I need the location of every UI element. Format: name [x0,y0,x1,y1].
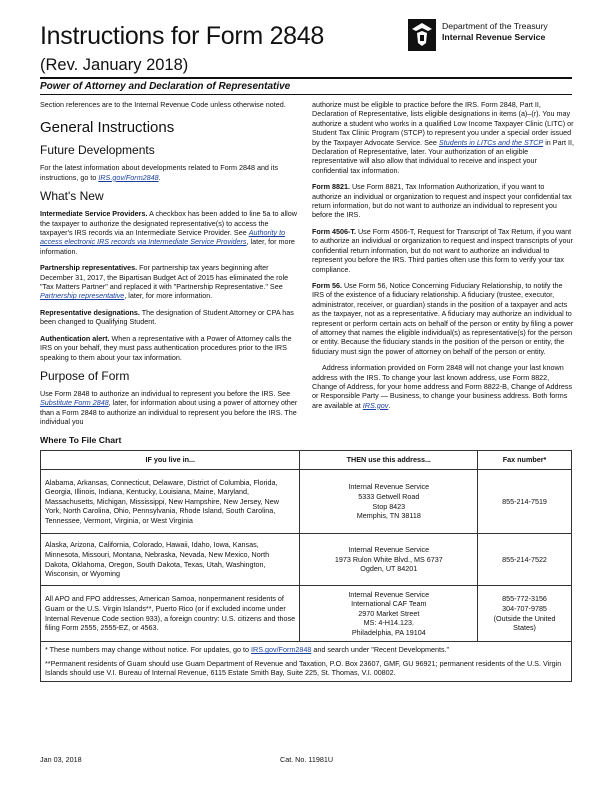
form8821-paragraph: Form 8821. Use Form 8821, Tax Information Authorization, if you want to authorize an individual or organization to request and inspect your confidential tax return information, but do not want to authorize an individual to represent you before the IRS. [312,182,572,220]
table-row [41,586,572,642]
designation-paragraph: Representative designations. The designation of Student Attorney or CPA has been changed to Qualifying Student. [40,307,294,327]
table-row [41,470,572,534]
fax-cell: 855-214-7522 [478,534,572,586]
title-divider [40,77,572,79]
where-to-file-table [40,450,572,682]
section-title: Power of Attorney and Declaration of Representative [40,81,291,92]
left-column [40,100,302,434]
page-title: Instructions for Form 2848 [40,22,324,50]
future-developments-heading: Future Developments [40,143,155,158]
revision-date: (Rev. January 2018) [40,56,189,74]
footer-date: Jan 03, 2018 [40,755,82,764]
footnote-1: * These numbers may change without notice. For updates, go to IRS.gov/Form2848 and search under "Recent Developments." [45,645,450,654]
authorize-paragraph: authorize must be eligible to practice before the IRS. Form 2848, Part II, Declaration of Representative, lists eligible designations in items (a)–(r). You may authorize a student who works in a qualified Low Income Taxpayer Clinic (LITC) or Student Tax Clinic Program (STCP) to represent you under a special order issued by the Taxpayer Advocate Service. See Students in LITCs and the STCP in Part II, Declaration of Representative, later. Your authorization of an eligible representative will also allow that individual to receive and inspect your confidential tax information. [312,100,574,175]
fax-cell: 855-214-7519 [478,470,572,534]
states-cell: All APO and FPO addresses, American Samoa, nonpermanent residents of Guam or the U.S. Virgin Islands**, Puerto Rico (or if excluded income under Internal Revenue Code section 933), a foreign country: U.S. citizens and those filing Form 2555, 2555-EZ, or 4563. [41,586,300,642]
intro-text: Section references are to the Internal Revenue Code unless otherwise noted. [40,100,286,109]
irs-eagle-logo-icon [408,19,436,51]
address-cell: Internal Revenue Service International CAF Team 2970 Market Street MS: 4-H14.123. Philadelphia, PA 19104 [300,586,478,642]
isp-paragraph: Intermediate Service Providers. A checkbox has been added to line 5a to allow the taxpayer to authorize the designated representative(s) to access the taxpayer's IRS records via an Intermediate Service Provider. See Authority to access electronic IRS records via Intermediate Service Providers, later, for more information. [40,209,297,256]
catalog-number: Cat. No. 11981U [280,755,334,764]
partnership-paragraph: Partnership representatives. For partnership tax years beginning after December 31, 2017, the Bipartisan Budget Act of 2015 has eliminated the role "Tax Matters Partner" and replaced it with "Partnership Representative." See Partnership representative, later, for more information. [40,263,289,301]
substitute-form-link[interactable]: Substitute Form 2848 [40,398,109,408]
agency-name [442,21,548,43]
future-developments-text: For the latest information about developments related to Form 2848 and its instructions, go to IRS.gov/Form2848. [40,163,279,182]
address-cell: Internal Revenue Service 1973 Rulon White Blvd., MS 6737 Ogden, UT 84201 [300,534,478,586]
purpose-heading: Purpose of Form [40,368,130,383]
form2848-link[interactable]: IRS.gov/Form2848 [98,172,159,182]
column-header-location: IF you live in... [41,451,300,470]
footnote-row [41,642,572,682]
agency-line-2: Internal Revenue Service [442,32,546,42]
states-cell: Alaska, Arizona, California, Colorado, Hawaii, Idaho, Iowa, Kansas, Minnesota, Missouri, Montana, Nebraska, Nevada, New Mexico, North Dakota, Oklahoma, Oregon, South Dakota, Texas, Utah, Washington, Wisconsin, or Wyoming [41,534,300,586]
isp-link[interactable]: Authority to access electronic IRS records via Intermediate Service Providers [40,228,286,247]
address-cell: Internal Revenue Service 5333 Getwell Road Stop 8423 Memphis, TN 38118 [300,470,478,534]
general-instructions-heading: General Instructions [40,119,175,137]
authentication-paragraph: Authentication alert. When a representative with a Power of Attorney calls the IRS on your behalf, they must pass authentication procedures prior to the IRS speaking to them about your tax information. [40,333,292,362]
footnote-2: **Permanent residents of Guam should use Guam Department of Revenue and Taxation, P.O. Box 23607, GMF, GU 96921; permanent residents of the U.S. Virgin Islands should use V.I. Bureau of Internal Revenue, 6115 Estate Smith Bay, Suite 225, St. Thomas, V.I. 00802. [45,658,562,678]
address-paragraph: Address information provided on Form 2848 will not change your last known address with the IRS. To change your last known address, use Form 8822, Change of Address, for your home address and Form 8822-B, Change of Address or Responsible Party — Business, to change your business address. Both forms are available at IRS.gov. [312,363,573,410]
form4506t-paragraph: Form 4506-T. Use Form 4506-T, Request for Transcript of Tax Return, if you want to authorize an individual or organization to request and inspect transcripts of your confidential return information, but do not want to authorize an individual to represent you before the IRS. Third parties often use this form to verify your tax compliance. [312,226,573,274]
section-divider [40,94,572,95]
right-column [312,100,574,417]
form56-paragraph: Form 56. Use Form 56, Notice Concerning Fiduciary Relationship, to notify the IRS of the existence of a fiduciary relationship. A fiduciary (trustee, executor, administrator, receiver, or guardian) stands in the position of a taxpayer and acts as the taxpayer, not as a representative. A fiduciary may authorize an individual to represent or perform certain acts on behalf of the person or entity by filing a power of attorney that names the eligible individual(s) as representative(s) for the person or entity. Because the fiduciary stands in the position of the person or entity, the fiduciary must sign the power of attorney on behalf of the person or entity. [312,280,574,356]
footnote-link[interactable]: IRS.gov/Form2848 [251,645,312,654]
table-header-row [41,451,572,470]
whats-new-heading: What's New [40,189,104,204]
where-to-file-heading: Where To File Chart [40,435,122,445]
agency-line-1: Department of the Treasury [442,21,548,31]
column-header-fax: Fax number* [478,451,572,470]
irs-gov-link[interactable]: IRS.gov [362,400,389,410]
purpose-paragraph: Use Form 2848 to authorize an individual to represent you before the IRS. See Substitute Form 2848, later, for information about using a power of attorney other than a Form 2848 to authorize an individual to represent you before the IRS. The individual you [40,388,298,427]
table-row [41,534,572,586]
states-cell: Alabama, Arkansas, Connecticut, Delaware, District of Columbia, Florida, Georgia, Illinois, Indiana, Kentucky, Louisiana, Maine, Maryland, Massachusetts, Michigan, Mississippi, New Hampshire, New Jersey, New York, North Carolina, Ohio, Pennsylvania, Rhode Island, South Carolina, Tennessee, Vermont, Virginia, or West Virginia [41,470,300,534]
fax-cell: 855-772-3156 304-707-9785 (Outside the United States) [478,586,572,642]
column-header-address: THEN use this address... [300,451,478,470]
litc-stcp-link[interactable]: Students in LITCs and the STCP [438,137,544,147]
partnership-link[interactable]: Partnership representative [40,291,125,301]
footnote-cell [41,642,572,682]
